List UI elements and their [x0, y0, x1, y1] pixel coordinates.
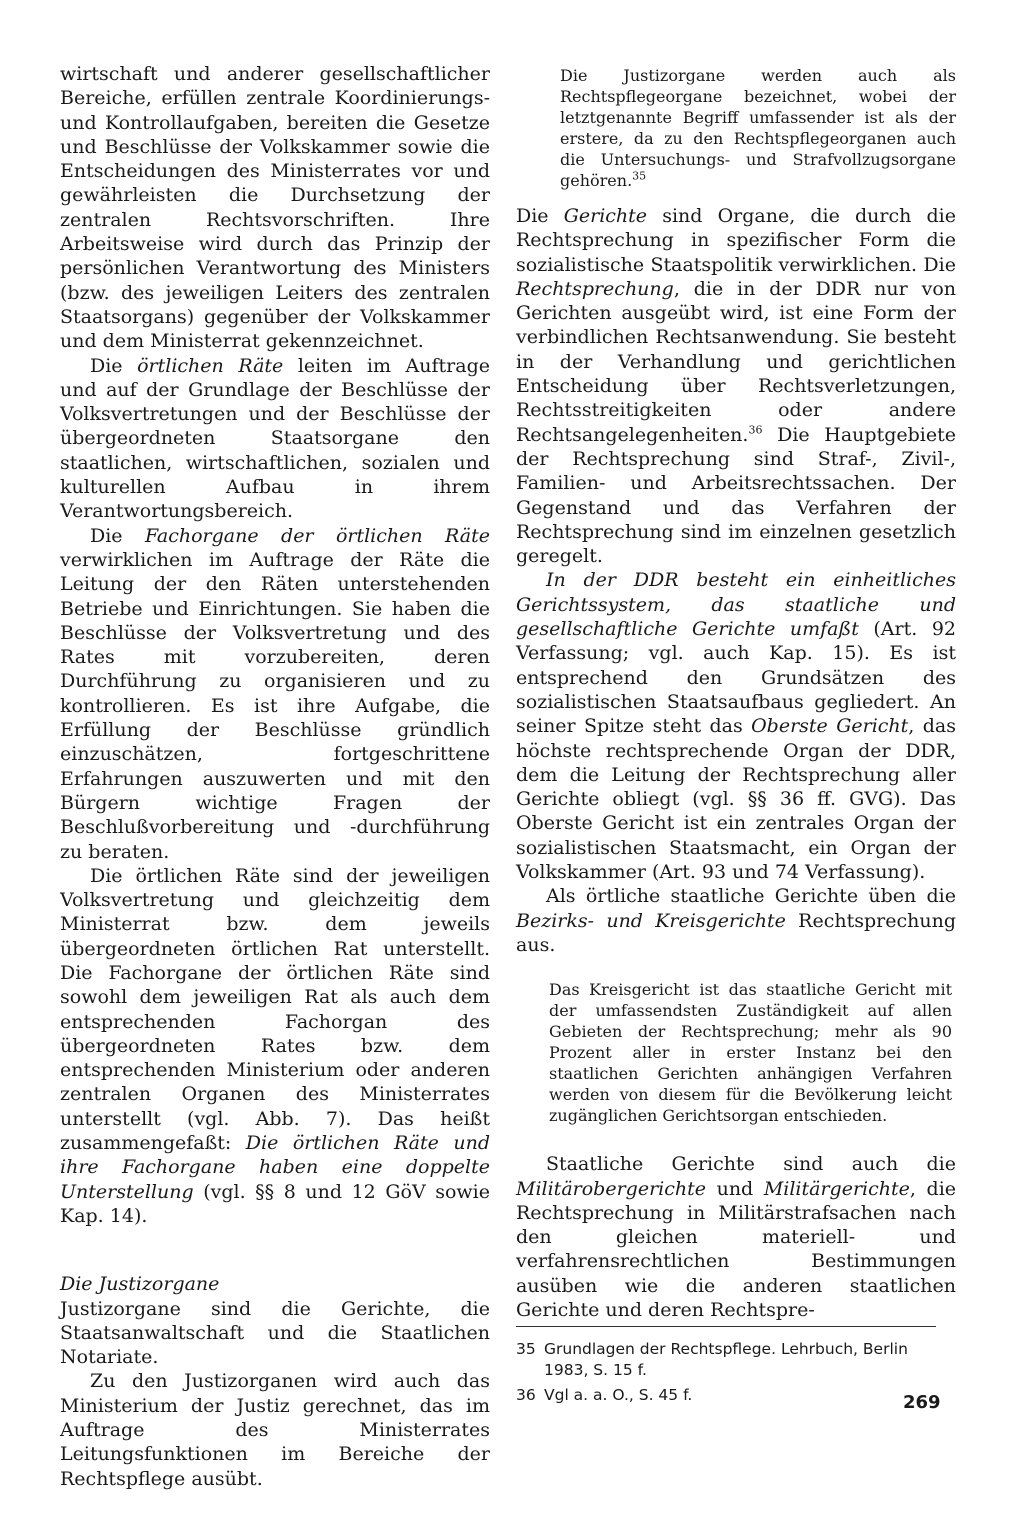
paragraph: In der DDR besteht ein einheitliches Gerichtssystem, das staatliche und gesellschaftliche Gerichte umfaßt (Art. 92 Verfassung; vgl. auch Kap. 15). Es ist entsprechend den Grundsätzen des sozialistischen Staatsaufbaus gegliedert. An seiner Spitze steht das Oberste Gericht, das höchste rechtsprechende Organ der DDR, dem die Leitung der Rechtsprechung aller Gerichte obliegt (vgl. §§ 36 ff. GVG). Das Oberste Gericht ist ein zentrales Organ der sozialistischen Staatsmacht, ein Organ der Volkskammer (Art. 93 und 74 Verfassung). — [516, 569, 956, 884]
footnote — [516, 1339, 956, 1381]
paragraph: Justizorgane sind die Gerichte, die Staatsanwaltschaft und die Staatlichen Notariate. — [60, 1297, 490, 1369]
footnote-divider — [516, 1326, 936, 1327]
paragraph: Die Gerichte sind Organe, die durch die Rechtsprechung in spezifischer Form die sozialistische Staatspolitik verwirklichen. Die Rechtsprechung, die in der DDR nur von Gerichten ausgeübt wird, ist eine Form der verbindlichen Rechtsanwendung. Sie besteht in der Verhandlung und gerichtlichen Entscheidung über Rechtsverletzungen, Rechtsstreitigkeiten oder andere Rechtsangelegenheiten.$^{36}$ Die Hauptgebiete der Rechtsprechung sind Straf-, Zivil-, Familien- und Arbeitsrechtssachen. Der Gegenstand und das Verfahren der Rechtsprechung sind im einzelnen gesetzlich geregelt. — [516, 205, 957, 568]
paragraph: Die örtlichen Räte sind der jeweiligen Volksvertretung und gleichzeitig dem Ministerrat bzw. dem jeweils übergeordneten örtlichen Rat unterstellt. Die Fachorgane der örtlichen Räte sind sowohl dem jeweiligen Rat als auch dem entsprechenden Fachorgan des übergeordneten Rates bzw. dem entsprechenden Ministerium oder anderen zentralen Organen des Ministerrates unterstellt (vgl. Abb. 7). Das heißt zusammengefaßt: Die örtlichen Räte und ihre Fachorgane haben eine doppelte Unterstellung (vgl. §§ 8 und 12 GöV sowie Kap. 14). — [60, 864, 490, 1227]
note-box: Die Justizorgane werden auch als Rechtspflegeorgane bezeichnet, wobei der letztgenannte Begriff umfassender ist als der erstere, da zu den Rechtspflegeorganen auch die Untersuchungs- und Strafvollzugsorgane gehören.$^{35}$ — [560, 66, 956, 190]
paragraph: Als örtliche staatliche Gerichte üben die Bezirks- und Kreisgerichte Rechtsprechung aus. — [516, 885, 956, 956]
left-column — [60, 62, 490, 1491]
footnote — [516, 1385, 956, 1406]
note-box: Das Kreisgericht ist das staatliche Gericht mit der umfassendsten Zuständigkeit auf allen Gebieten der Rechtsprechung; mehr als 90 Prozent aller in erster Instanz bei den staatlichen Gerichten anhängigen Verfahren werden von diesem für die Bevölkerung leicht zugänglichen Gerichtsorgan entschieden. — [549, 980, 952, 1126]
paragraph: Zu den Justizorganen wird auch das Ministerium der Justiz gerechnet, das im Auftrage des Ministerrates Leitungsfunktionen im Bereiche der Rechtspflege ausübt. — [60, 1370, 490, 1490]
paragraph: Die Fachorgane der örtlichen Räte verwirklichen im Auftrage der Räte die Leitung der den Räten unterstehenden Betriebe und Einrichtungen. Sie haben die Beschlüsse der Volksvertretung und des Rates mit vorzubereiten, deren Durchführung zu organisieren und zu kontrollieren. Es ist ihre Aufgabe, die Erfüllung der Beschlüsse gründlich einzuschätzen, fortgeschrittene Erfahrungen auszuwerten und mit den Bürgern wichtige Fragen der Beschlußvorbereitung und -durchführung zu beraten. — [60, 524, 491, 863]
footnote-text: Grundlagen der Rechtspflege. Lehrbuch, Berlin 1983, S. 15 f. — [544, 1340, 908, 1380]
right-column — [516, 65, 956, 1410]
paragraph: Staatliche Gerichte sind auch die Militärobergerichte und Militärgerichte, die Rechtsprechung in Militärstrafsachen nach den gleichen materiell- und verfahrensrechtlichen Bestimmungen ausüben wie die anderen staatlichen Gerichte und deren Rechtspre- — [516, 1153, 957, 1321]
footnote-number: 36 — [516, 1386, 536, 1405]
section-heading: Die Justizorgane — [60, 1273, 220, 1296]
paragraph: Die örtlichen Räte leiten im Auftrage und auf der Grundlage der Beschlüsse der Volksvertretungen und der Beschlüsse der übergeordneten Staatsorgane den staatlichen, wirtschaftlichen, sozialen und kulturellen Aufbau in ihrem Verantwortungsbereich. — [60, 354, 490, 523]
page-number: 269 — [903, 1392, 941, 1413]
footnote-number: 35 — [516, 1340, 536, 1359]
footnote-text: Vgl a. a. O., S. 45 f. — [544, 1386, 693, 1405]
paragraph: wirtschaft und anderer gesellschaftlicher Bereiche, erfüllen zentrale Koordinierungs- und Kontrollaufgaben, bereiten die Gesetze und Beschlüsse der Volkskammer sowie die Entscheidungen des Ministerrates vor und gewährleisten die Durchsetzung der zentralen Rechtsvorschriften. Ihre Arbeitsweise wird durch das Prinzip der persönlichen Verantwortung des Ministers (bzw. des jeweiligen Leiters des zentralen Staatsorgans) gegenüber der Volkskammer und dem Ministerrat gekennzeichnet. — [60, 63, 490, 353]
